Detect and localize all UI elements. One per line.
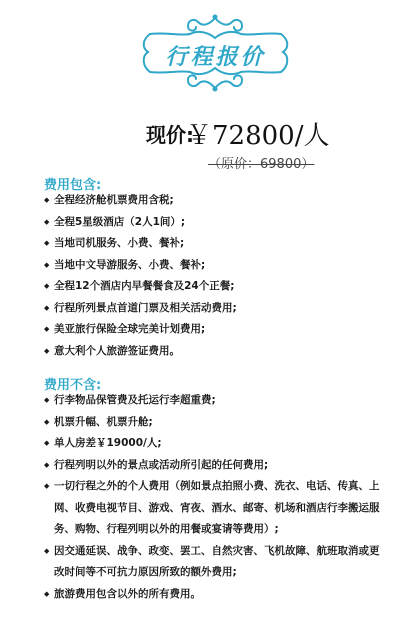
price-label: 现价: (146, 123, 194, 147)
list-item: ◆ 单人房差￥19000/人; (44, 433, 389, 455)
banner-title: 行程报价 (165, 44, 266, 70)
included-section-title: 费用包含: (44, 178, 102, 193)
list-item: ◆ 行程列明以外的景点或活动所引起的任何费用; (44, 455, 389, 477)
list-item: ◆ 当地司机服务、小费、餐补; (44, 233, 389, 255)
list-item: ◆ 全程5星级酒店（2人1间）; (44, 212, 389, 234)
list-item: ◆ 旅游费用包含以外的所有费用。 (44, 584, 389, 606)
list-item: ◆ 一切行程之外的个人费用（例如景点拍照小费、洗衣、电话、传真、上网、收费电视节目、游戏、宵夜、酒水、邮寄、机场和酒店行李搬运服务、购物、行程列明以外的用餐或宴请等费用）; (44, 476, 389, 541)
list-item: ◆ 全程经济舱机票费用含税; (44, 190, 389, 212)
list-item: ◆ 因交通延误、战争、政变、罢工、自然灾害、飞机故障、航班取消或更改时间等不可抗力原因所致的额外费用; (44, 541, 389, 584)
list-item: ◆ 行李物品保管费及托运行李超重费; (44, 390, 389, 412)
price-value: ￥72800/人 (186, 121, 330, 151)
list-item: ◆ 全程12个酒店内早餐餐食及24个正餐; (44, 276, 389, 298)
list-item: ◆ 美亚旅行保险全球完美计划费用; (44, 319, 389, 341)
excluded-list (44, 390, 389, 605)
list-item: ◆ 机票升幅、机票升舱; (44, 412, 389, 434)
included-list (44, 190, 389, 362)
price-row (146, 117, 396, 153)
list-item: ◆ 意大利个人旅游签证费用。 (44, 341, 389, 363)
title-banner (138, 12, 293, 94)
list-item: ◆ 行程所列景点首道门票及相关活动费用; (44, 298, 389, 320)
list-item: ◆ 当地中文导游服务、小费、餐补; (44, 255, 389, 277)
excluded-section-title: 费用不含: (44, 378, 102, 393)
original-price: （原价：69800） (208, 157, 315, 172)
